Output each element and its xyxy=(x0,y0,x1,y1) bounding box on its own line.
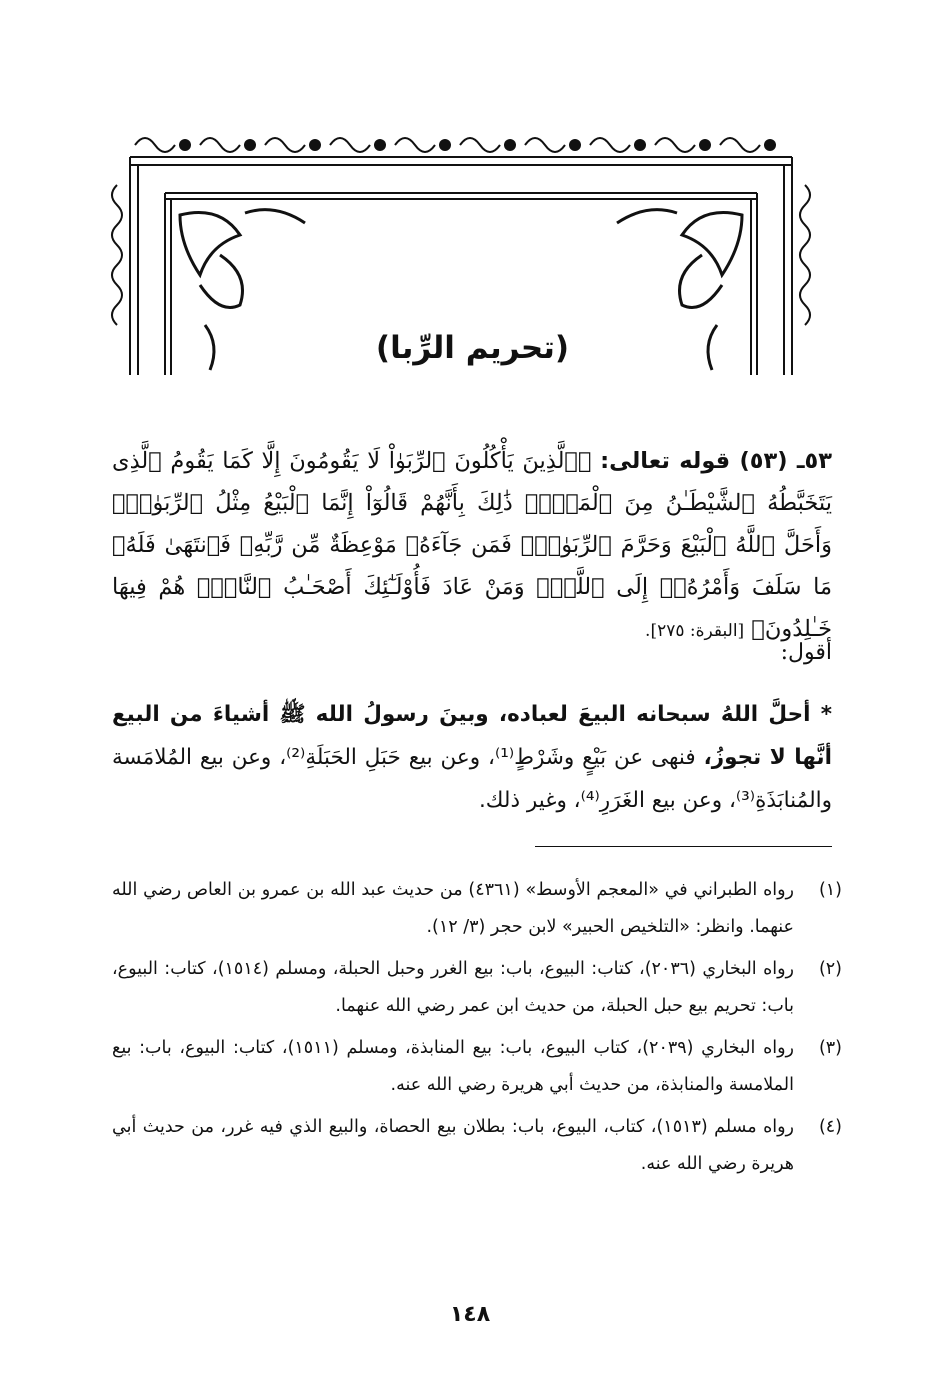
footnote-text: رواه الطبراني في «المعجم الأوسط» (٤٣٦١) من حديث عبد الله بن عمرو بن العاص رضي الله عنهما. وانظر: «التلخيص الحبير» لابن حجر (٣/ ١٢). xyxy=(112,880,794,937)
footnote-number: (٣) xyxy=(818,1038,842,1058)
footnote-number: (٢) xyxy=(818,959,842,979)
footnote-item xyxy=(112,1109,842,1183)
page-number: ١٤٨ xyxy=(449,1302,491,1327)
footnotes-list xyxy=(112,872,842,1188)
chapter-title: (تحريم الرِّبا) xyxy=(375,330,570,366)
commentary-rest: فنهى عن بَيْعٍ وشَرْطٍ⁽¹⁾، وعن بيع حَبَلِ الحَبَلَةِ⁽²⁾، وعن بيع المُلامَسة والمُنابَذَةِ⁽³⁾، وعن بيع الغَرَرِ⁽⁴⁾، وغير ذلك. xyxy=(112,745,832,813)
aqul-label: أقول: xyxy=(780,640,832,665)
footnote-item xyxy=(112,872,842,946)
footnote-divider xyxy=(535,846,832,847)
footnote-text: رواه مسلم (١٥١٣)، كتاب، البيوع، باب: بطلان بيع الحصاة، والبيع الذي فيه غرر، من حديث أبي هريرة رضي الله عنه. xyxy=(112,1117,794,1174)
footnote-item xyxy=(112,1030,842,1104)
surah-reference: [البقرة: ٢٧٥]. xyxy=(645,621,745,641)
footnote-number: (٤) xyxy=(818,1117,842,1137)
footnote-text: رواه البخاري (٢٠٣٩)، كتاب البيوع، باب: بيع المنابذة، ومسلم (١٥١١)، كتاب: البيوع، باب: بيع الملامسة والمنابذة، من حديث أبي هريرة رضي الله عنه. xyxy=(112,1038,795,1095)
footnote-number: (١) xyxy=(818,880,842,900)
footnote-text: رواه البخاري (٢٠٣٦)، كتاب: البيوع، باب: بيع الغرر وحبل الحبلة، ومسلم (١٥١٤)، كتاب: البيوع، باب: تحريم بيع حبل الحبلة، من حديث ابن عمر رضي الله عنهما. xyxy=(112,959,795,1016)
passage-number-label: ٥٣ـ (٥٣) قوله تعالى: xyxy=(600,448,832,474)
commentary-bold: * أحلَّ اللهُ سبحانه البيعَ لعباده، وبينَ رسولُ الله ﷺ أشياءَ من البيع أنَّها لا تجوزُ، xyxy=(112,702,833,770)
quran-passage xyxy=(112,440,832,652)
commentary-paragraph xyxy=(112,693,832,822)
footnote-item xyxy=(112,951,842,1025)
verse-text: ﴿ٱلَّذِينَ يَأْكُلُونَ ٱلرِّبَوٰاْ لَا يَقُومُونَ إِلَّا كَمَا يَقُومُ ٱلَّذِى يَتَخَبَّطُهُ ٱلشَّيْطَـٰنُ مِنَ ٱلْمَسِّۚ ذَٰلِكَ بِأَنَّهُمْ قَالُوٓاْ إِنَّمَا ٱلْبَيْعُ مِثْلُ ٱلرِّبَوٰاْۗ وَأَحَلَّ ٱللَّهُ ٱلْبَيْعَ وَحَرَّمَ ٱلرِّبَوٰاْۚ فَمَن جَآءَهُۥ مَوْعِظَةٌ مِّن رَّبِّهِۦ فَٱنتَهَىٰ فَلَهُۥ مَا سَلَفَ وَأَمْرُهُۥٓ إِلَى ٱللَّهِۖ وَمَنْ عَادَ فَأُوْلَـٰٓئِكَ أَصْحَـٰبُ ٱلنَّارِۖ هُمْ فِيهَا خَـٰلِدُونَ﴾ xyxy=(112,448,832,642)
